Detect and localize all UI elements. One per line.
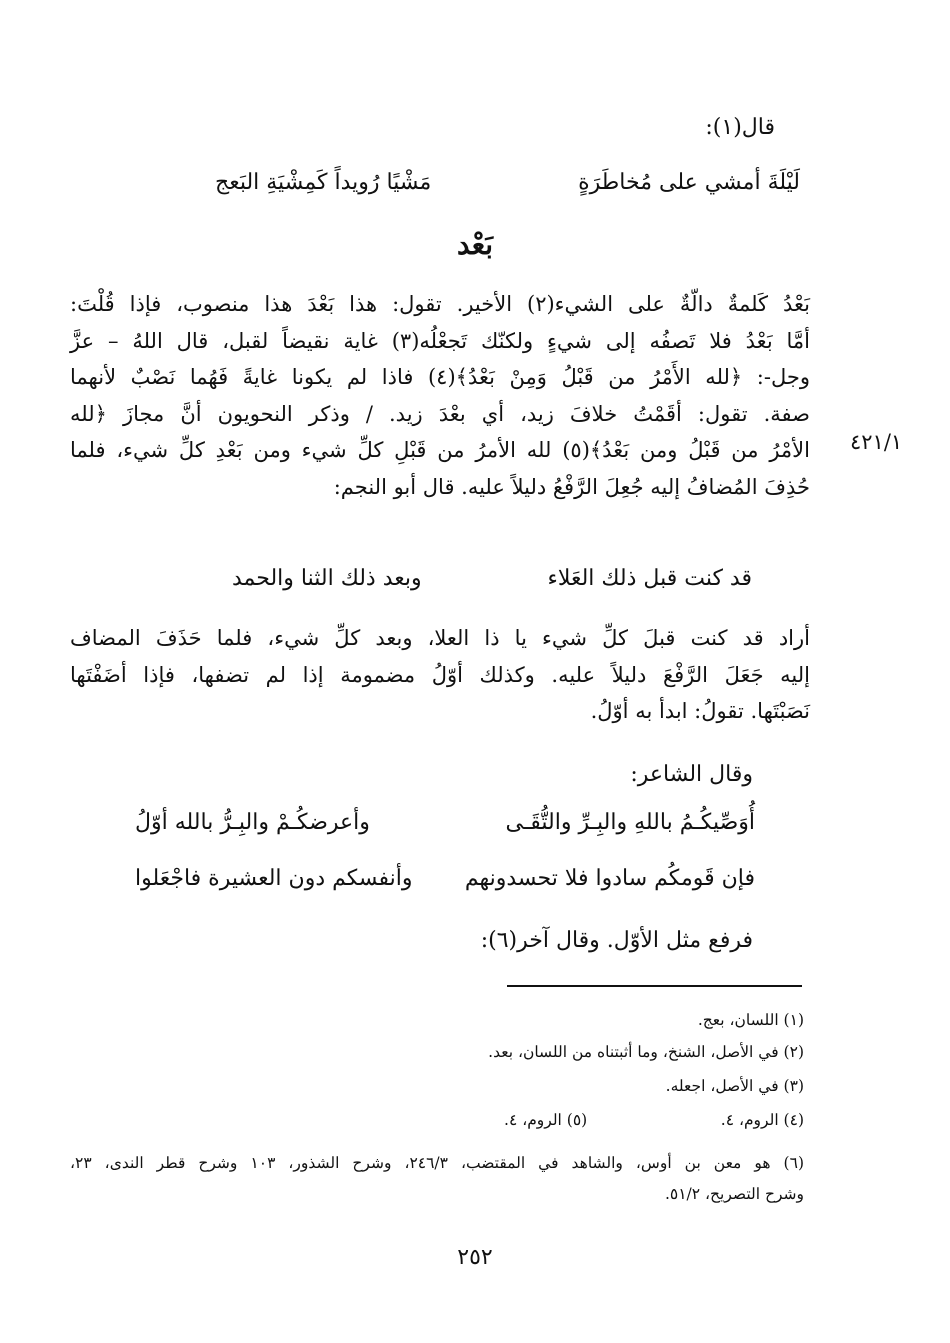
- verse-hemistich-right: قد كنت قبل ذلك العَلاء: [547, 566, 752, 591]
- verse-hemistich-left: وبعد ذلك الثنا والحمد: [232, 566, 422, 591]
- paragraph-1: [70, 286, 810, 505]
- verse-hemistich-left: وأعرضكُـمْ والبِـرُّ بالله أوّلُ: [135, 810, 370, 835]
- footnote-divider: [507, 985, 802, 987]
- paragraph-line: إليه جَعَلَ الرَّفْعَ دليلاً عليه. وكذلك أوّلُ مضمومة إذا لم تضفها، فإذا أضَفْتَها: [70, 662, 810, 687]
- page-number: ٢٥٢: [457, 1245, 493, 1270]
- footnote-1: (١) اللسان، بعج.: [697, 1011, 804, 1029]
- footnote-line: (٦) هو معن بن أوس، والشاهد في المقتضب، ٢٤٦/٣، وشرح الشذور، ١٠٣ وشرح قطر الندى، ٢٣،: [70, 1154, 804, 1172]
- paragraph-line: وجل-: ﴿لله الأَمْرُ من قَبْلُ وَمِنْ بَعْدُ﴾(٤) فاذا لم يكونا غايةً فَهُما نَصْبٌ لأنهما: [70, 365, 810, 389]
- poet-intro-line: وقال الشاعر:: [630, 762, 753, 787]
- footnote-4-5-row: [504, 1110, 804, 1130]
- paragraph-line: الأمْرُ من قَبْلُ ومن بَعْدُ﴾(٥) لله الأمرُ من قَبْلِ كلِّ شيء ومن بَعْدِ كلِّ شيء، فلما: [70, 438, 810, 462]
- paragraph-line: أمَّا بَعْدُ فلا تَصفُه إلى شيءٍ ولكنّك تَجعْلُه(٣) غاية نقيضاً لقبل، قال اللهُ – عزَّ: [70, 328, 810, 353]
- verse-line-4: [135, 866, 755, 891]
- paragraph-line: حُذِفَ المُضافُ إليه جُعِلَ الرَّفْعُ دليلاً عليه. قال أبو النجم:: [333, 474, 810, 499]
- verse-hemistich-right: فإن قَومكُم سادوا فلا تحسدونهم: [464, 866, 755, 891]
- paragraph-line: أراد قد كنت قبلَ كلِّ شيء يا ذا العلا، وبعد كلِّ شيء، فلما حَذَفَ المضاف: [70, 626, 810, 650]
- footnote-4: (٤) الروم، ٤.: [720, 1111, 804, 1129]
- footnote-2: (٢) في الأصل، الشنخ، وما أثبتناه من اللسان، بعد.: [488, 1043, 804, 1061]
- paragraph-line: صفة. تقول: أقَمْتُ خلافَ زيد، أي بعْدَ زيد. / وذكر النحويون أنَّ مجازَ ﴿لله: [70, 401, 810, 426]
- closing-line: فرفع مثل الأوّل. وقال آخر(٦):: [480, 928, 753, 953]
- footnote-line: وشرح التصريح، ٥١/٢.: [664, 1185, 804, 1203]
- paragraph-2: [70, 620, 810, 730]
- verse-hemistich-right: أُوَصِّيكُـمُ باللهِ والبِـرِّ والتُّقَـى: [505, 810, 755, 835]
- verse-line-3: [135, 810, 755, 835]
- paragraph-line: بَعْدُ كَلمةٌ دالّةٌ على الشيء(٢) الأخير. تقول: هذا بَعْدَ هذا منصوب، فإذا قُلْتَ:: [70, 292, 810, 316]
- margin-reference: ٤٢١/١: [850, 430, 903, 454]
- footnote-3: (٣) في الأصل، اجعله.: [665, 1077, 804, 1095]
- verse-line-2: [232, 566, 752, 591]
- verse-hemistich-left: مَشْيًا رُويداً كَمِشْيَةِ البَعج: [215, 170, 432, 195]
- verse-line-1: [215, 170, 800, 195]
- footnote-5: (٥) الروم، ٤.: [504, 1111, 588, 1129]
- intro-line: قال(١):: [705, 115, 775, 140]
- entry-heading: بَعْد: [457, 228, 493, 261]
- verse-hemistich-left: وأنفسكم دون العشيرة فاجْعَلوا: [135, 866, 413, 891]
- footnote-6: [70, 1148, 804, 1210]
- paragraph-line: نَصَبْتَها. تقولُ: ابدأ به أوّلُ.: [590, 699, 810, 723]
- verse-hemistich-right: لَيْلَةَ أمشي على مُخاطَرَةٍ: [578, 170, 800, 195]
